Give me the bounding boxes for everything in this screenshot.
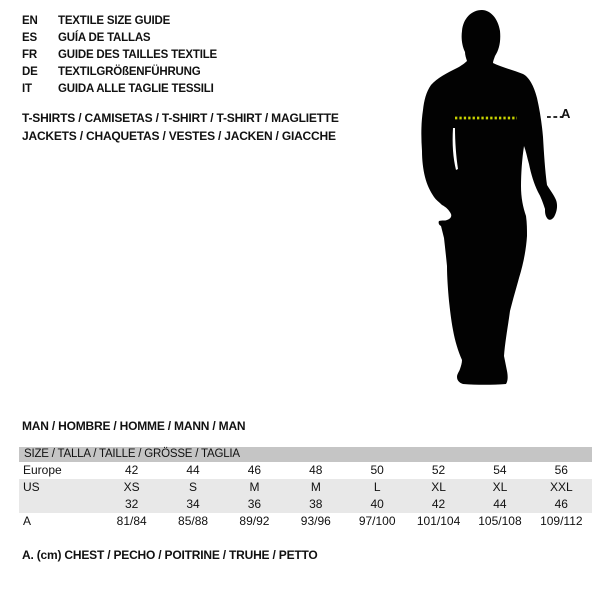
guide-title: GUÍA DE TALLAS: [58, 32, 151, 44]
size-value: 40: [370, 497, 384, 511]
row-label: Europe: [23, 463, 62, 477]
size-value: 54: [493, 463, 507, 477]
size-value: XXL: [549, 480, 573, 494]
category-jackets: JACKETS / CHAQUETAS / VESTES / JACKEN / GIACCHE: [22, 129, 336, 143]
size-value: 44: [493, 497, 507, 511]
row-label: [19, 496, 101, 513]
measure-label-a: A: [561, 106, 571, 121]
table-row-chest-cm: [19, 513, 592, 530]
size-value: 56: [554, 463, 568, 477]
language-row: [22, 30, 217, 47]
language-code: FR: [22, 49, 37, 61]
language-code: IT: [22, 83, 32, 95]
guide-title: GUIDA ALLE TAGLIE TESSILI: [58, 83, 214, 95]
man-silhouette: [405, 4, 575, 394]
section-title-man: MAN / HOMBRE / HOMME / MANN / MAN: [22, 419, 246, 433]
measurement-footnote: A. (cm) CHEST / PECHO / POITRINE / TRUHE / PETTO: [22, 548, 318, 562]
language-row: [22, 47, 217, 64]
size-value: M: [249, 480, 260, 494]
row-label: US: [23, 480, 40, 494]
size-value: 81/84: [116, 514, 147, 528]
garment-categories: [22, 109, 339, 145]
size-value: 42: [125, 463, 139, 477]
size-value: S: [189, 480, 198, 494]
guide-title: TEXTILE SIZE GUIDE: [58, 15, 171, 27]
size-value: 44: [186, 463, 200, 477]
size-value: 89/92: [239, 514, 270, 528]
size-value: 97/100: [358, 514, 396, 528]
size-value: 36: [247, 497, 262, 511]
man-silhouette-body: [421, 10, 557, 385]
size-table: [19, 447, 592, 530]
size-value: XS: [123, 480, 140, 494]
size-value: 50: [370, 463, 384, 477]
size-value: 85/88: [178, 514, 209, 528]
size-table-header: SIZE / TALLA / TAILLE / GRÖSSE / TAGLIA: [19, 447, 592, 462]
language-legend: [22, 13, 217, 98]
language-code: DE: [22, 66, 38, 78]
table-row-uk-numeric: [19, 496, 592, 513]
size-value: 101/104: [416, 514, 461, 528]
size-value: M: [310, 480, 321, 494]
man-figure: [405, 4, 575, 394]
size-value: 93/96: [300, 514, 331, 528]
size-value: 109/112: [540, 514, 583, 528]
size-value: 52: [431, 463, 446, 477]
size-value: 46: [554, 497, 568, 511]
size-value: 38: [309, 497, 323, 511]
language-code: ES: [22, 32, 37, 44]
size-value: 46: [247, 463, 262, 477]
size-value: XL: [431, 480, 446, 494]
size-value: 105/108: [478, 514, 522, 528]
language-row: [22, 81, 217, 98]
size-value: 42: [431, 497, 446, 511]
size-value: 34: [186, 497, 200, 511]
table-row-europe: [19, 462, 592, 479]
category-tshirts: T-SHIRTS / CAMISETAS / T-SHIRT / T-SHIRT / MAGLIETTE: [22, 111, 339, 125]
row-label: A: [23, 514, 32, 528]
language-code: EN: [22, 15, 38, 27]
guide-title: TEXTILGRÖßENFÜHRUNG: [58, 66, 201, 78]
size-value: XL: [492, 480, 508, 494]
guide-title: GUIDE DES TAILLES TEXTILE: [58, 49, 217, 61]
size-value: 32: [125, 497, 139, 511]
language-row: [22, 64, 217, 81]
language-row: [22, 13, 217, 30]
size-value: L: [373, 480, 381, 494]
size-value: 48: [309, 463, 323, 477]
table-row-us: [19, 479, 592, 496]
